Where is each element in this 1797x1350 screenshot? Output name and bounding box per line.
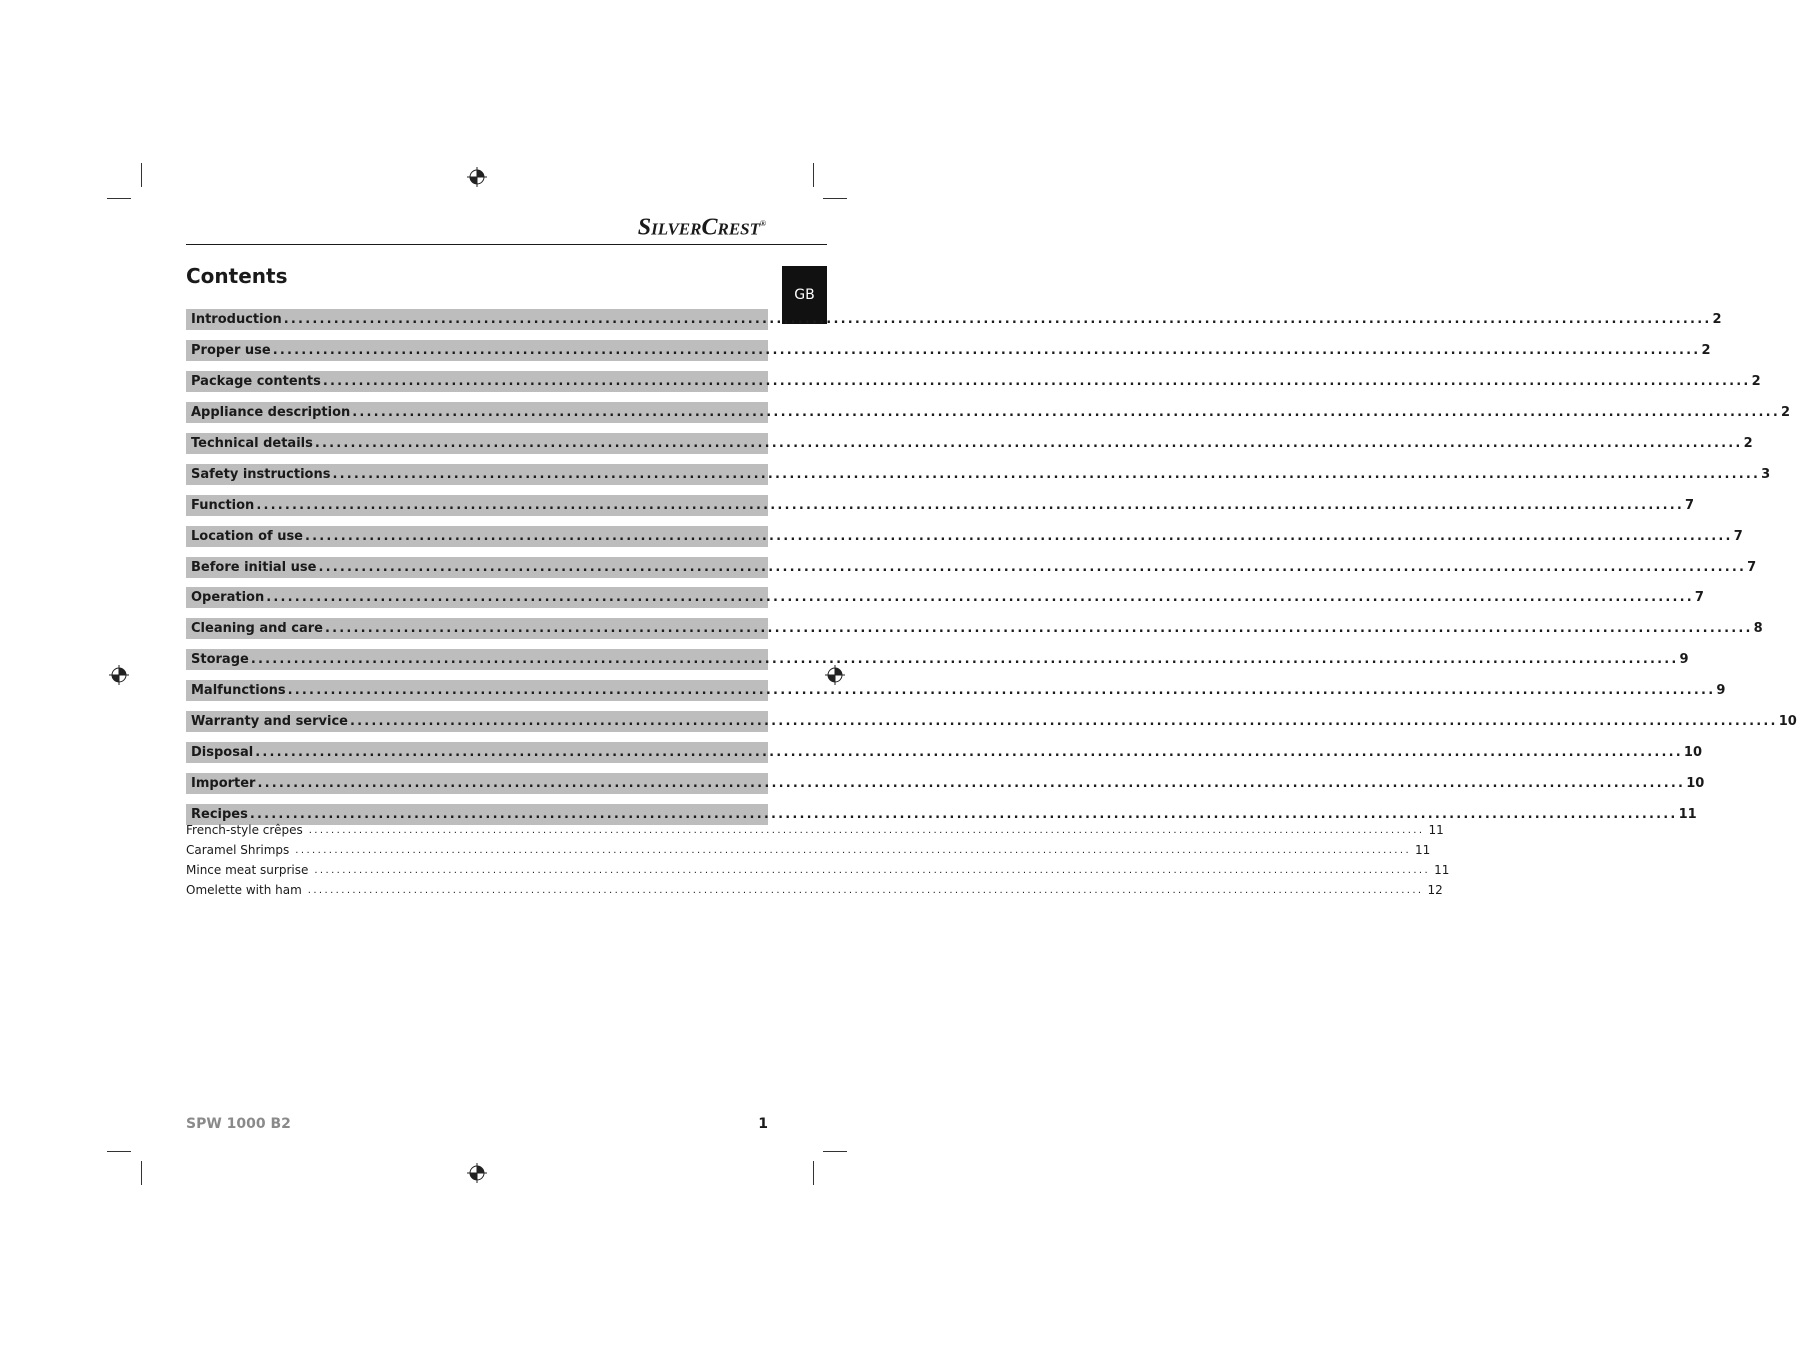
- toc-entry-page: 8: [1753, 621, 1763, 636]
- toc-leader-dots: ........................................................................................................................................................................................................: [314, 864, 1431, 876]
- toc-subentry-label: French-style crêpes: [186, 823, 303, 837]
- toc-subentry-page: 11: [1428, 823, 1444, 837]
- toc-entry-page: 7: [1685, 498, 1695, 513]
- crop-mark: [141, 163, 142, 187]
- toc-subentry: [186, 821, 1444, 839]
- toc-leader-dots: ........................................................................................................................................................................................................: [305, 529, 1733, 544]
- registration-mark-icon: [467, 1163, 487, 1183]
- toc-entry: [186, 618, 1763, 639]
- toc-subentry: [186, 841, 1431, 859]
- toc-entry: [186, 309, 1722, 330]
- header-divider: [186, 244, 827, 245]
- toc-entry-page: 10: [1778, 714, 1797, 729]
- toc-entry-label: Storage: [191, 652, 249, 667]
- toc-entry-page: 2: [1701, 343, 1711, 358]
- toc-entry-page: 2: [1780, 405, 1791, 420]
- toc-leader-dots: ........................................................................................................................................................................................................: [314, 436, 1743, 451]
- toc-subentry: [186, 881, 1443, 899]
- registration-mark-icon: [467, 167, 487, 187]
- registration-mark-icon: [825, 665, 845, 685]
- toc-subentry-page: 12: [1427, 883, 1443, 897]
- toc-entry: [186, 587, 1704, 608]
- toc-leader-dots: ........................................................................................................................................................................................................: [350, 714, 1778, 729]
- page-title: Contents: [186, 264, 288, 288]
- toc-entry-label: Recipes: [191, 807, 248, 822]
- toc-subentry-label: Mince meat surprise: [186, 863, 309, 877]
- crop-mark: [107, 198, 131, 199]
- toc-entry-label: Package contents: [191, 374, 321, 389]
- toc-subentry-label: Caramel Shrimps: [186, 843, 290, 857]
- toc-leader-dots: ........................................................................................................................................................................................................: [322, 374, 1751, 389]
- toc-leader-dots: ........................................................................................................................................................................................................: [332, 467, 1761, 482]
- crop-mark: [813, 163, 814, 187]
- toc-entry-page: 7: [1733, 529, 1743, 544]
- crop-mark: [141, 1161, 142, 1185]
- toc-entry-label: Malfunctions: [191, 683, 286, 698]
- toc-entry: [186, 711, 1797, 732]
- language-tab: GB: [782, 266, 827, 324]
- toc-entry: [186, 495, 1695, 516]
- toc-leader-dots: ........................................................................................................................................................................................................: [255, 745, 1683, 760]
- crop-mark: [813, 1161, 814, 1185]
- toc-entry: [186, 433, 1753, 454]
- toc-entry-label: Warranty and service: [191, 714, 348, 729]
- toc-entry: [186, 742, 1702, 763]
- toc-leader-dots: ........................................................................................................................................................................................................: [283, 312, 1712, 327]
- toc-entry-page: 2: [1751, 374, 1761, 389]
- toc-entry-page: 9: [1716, 683, 1726, 698]
- toc-entry-label: Location of use: [191, 529, 303, 544]
- toc-entry-label: Disposal: [191, 745, 254, 760]
- toc-entry-page: 10: [1683, 745, 1702, 760]
- toc-entry-label: Technical details: [191, 436, 313, 451]
- brand-logo: SILVERCREST®: [637, 214, 766, 241]
- crop-mark: [107, 1151, 131, 1152]
- toc-entry: [186, 773, 1705, 794]
- toc-leader-dots: ........................................................................................................................................................................................................: [256, 498, 1685, 513]
- toc-entry-label: Safety instructions: [191, 467, 331, 482]
- toc-entry: [186, 557, 1757, 578]
- registration-mark-icon: [109, 665, 129, 685]
- toc-leader-dots: ........................................................................................................................................................................................................: [266, 590, 1694, 605]
- toc-leader-dots: ........................................................................................................................................................................................................: [308, 824, 1425, 836]
- toc-entry-label: Introduction: [191, 312, 282, 327]
- toc-entry: [186, 340, 1711, 361]
- toc-leader-dots: ........................................................................................................................................................................................................: [324, 621, 1753, 636]
- toc-entry-label: Function: [191, 498, 255, 513]
- toc-subentry-page: 11: [1415, 843, 1431, 857]
- toc-leader-dots: ........................................................................................................................................................................................................: [257, 776, 1686, 791]
- toc-entry-page: 10: [1686, 776, 1705, 791]
- toc-entry: [186, 371, 1761, 392]
- footer-model: SPW 1000 B2: [186, 1116, 291, 1132]
- toc-subentry-label: Omelette with ham: [186, 883, 302, 897]
- toc-leader-dots: ........................................................................................................................................................................................................: [307, 884, 1424, 896]
- toc-entry-page: 7: [1747, 560, 1757, 575]
- toc-entry-page: 3: [1761, 467, 1771, 482]
- toc-entry: [186, 526, 1743, 547]
- toc-entry-label: Cleaning and care: [191, 621, 323, 636]
- footer-page-number: 1: [758, 1116, 768, 1132]
- toc-leader-dots: ........................................................................................................................................................................................................: [295, 844, 1412, 856]
- toc-entry-label: Before initial use: [191, 560, 317, 575]
- toc-entry: [186, 680, 1726, 701]
- toc-subentry-page: 11: [1434, 863, 1450, 877]
- toc-entry-page: 7: [1694, 590, 1704, 605]
- toc-entry: [186, 402, 1791, 423]
- toc-leader-dots: ........................................................................................................................................................................................................: [272, 343, 1701, 358]
- toc-leader-dots: ........................................................................................................................................................................................................: [352, 405, 1780, 420]
- toc-leader-dots: ........................................................................................................................................................................................................: [287, 683, 1716, 698]
- toc-entry: [186, 464, 1771, 485]
- crop-mark: [823, 198, 847, 199]
- toc-leader-dots: ........................................................................................................................................................................................................: [318, 560, 1747, 575]
- toc-entry-page: 2: [1712, 312, 1722, 327]
- toc-entry: [186, 649, 1689, 670]
- toc-entry-label: Proper use: [191, 343, 271, 358]
- toc-subentry: [186, 861, 1450, 879]
- toc-entry-page: 9: [1679, 652, 1689, 667]
- toc-leader-dots: ........................................................................................................................................................................................................: [250, 652, 1679, 667]
- toc-entry-label: Operation: [191, 590, 265, 605]
- toc-entry-label: Appliance description: [191, 405, 351, 420]
- toc-leader-dots: ........................................................................................................................................................................................................: [249, 807, 1678, 822]
- toc-entry-page: 2: [1743, 436, 1753, 451]
- toc-entry-label: Importer: [191, 776, 256, 791]
- crop-mark: [823, 1151, 847, 1152]
- toc-entry-page: 11: [1678, 807, 1697, 822]
